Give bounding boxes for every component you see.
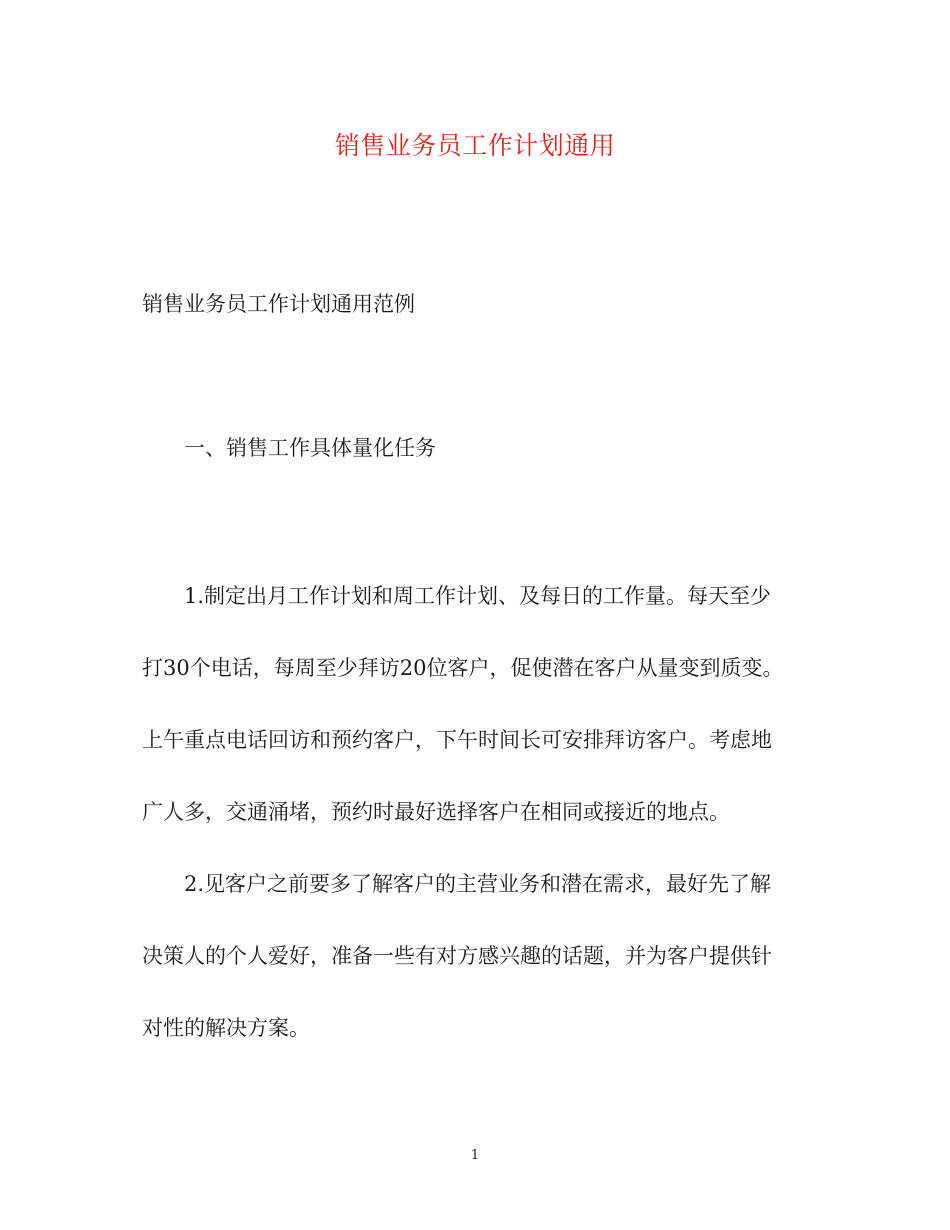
page-number: 1 — [470, 1148, 480, 1163]
section-heading: 一、销售工作具体量化任务 — [184, 436, 436, 460]
paragraph-line: 决策人的个人爱好，准备一些有对方感兴趣的话题，并为客户提供针 — [142, 944, 772, 968]
paragraph-line: 2.见客户之前要多了解客户的主营业务和潜在需求，最好先了解 — [184, 872, 772, 896]
paragraph-line: 广人多，交通涌堵，预约时最好选择客户在相同或接近的地点。 — [142, 800, 730, 824]
paragraph-line: 对性的解决方案。 — [142, 1016, 310, 1040]
paragraph-line: 打30个电话，每周至少拜访20位客户，促使潜在客户从量变到质变。 — [142, 656, 784, 680]
document-title: 销售业务员工作计划通用 — [334, 131, 616, 160]
paragraph-line: 1.制定出月工作计划和周工作计划、及每日的工作量。每天至少 — [184, 584, 772, 608]
paragraph-line: 上午重点电话回访和预约客户，下午时间长可安排拜访客户。考虑地 — [142, 728, 772, 752]
body-text — [142, 577, 822, 1081]
document-subtitle: 销售业务员工作计划通用范例 — [142, 292, 415, 316]
